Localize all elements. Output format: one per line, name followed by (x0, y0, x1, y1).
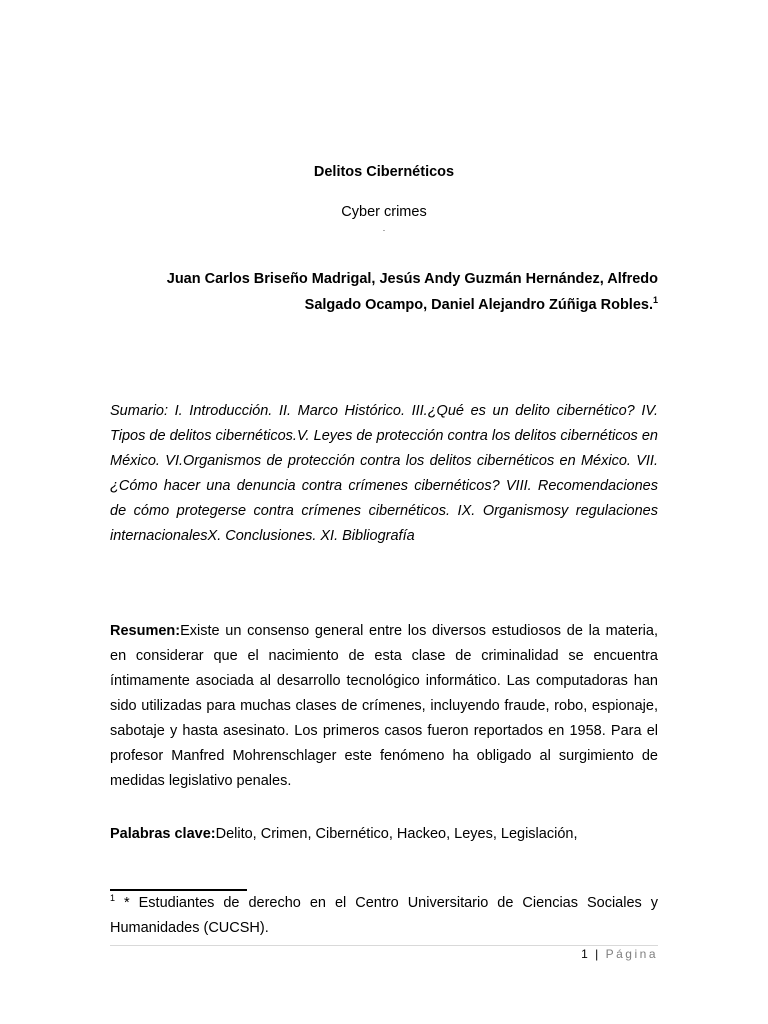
footer-divider (110, 945, 658, 946)
authors-line-1: Juan Carlos Briseño Madrigal, Jesús Andy Guzmán Hernández, Alfredo (166, 271, 658, 287)
page-footer (581, 947, 658, 961)
authors-line-2 (110, 292, 658, 318)
document-subtitle: Cyber crimes (341, 204, 427, 220)
summary-paragraph: Sumario: I. Introducción. II. Marco Histórico. III.¿Qué es un delito cibernético? IV. Tipos de delitos cibernéticos.V. Leyes de protección contra los delitos cibernéticos en México. VI.Organismos de protección contra los delitos cibernéticos en México. VII. ¿Cómo hacer una denuncia contra crímenes cibernéticos? VIII. Recomendaciones de cómo protegerse contra crímenes cibernéticos. IX. Organismosy regulaciones internacionalesX. Conclusiones. XI. Bibliografía (110, 403, 658, 544)
authors-block (110, 266, 658, 318)
abstract-text: Existe un consenso general entre los diversos estudiosos de la materia, en considerar que el nacimiento de esta clase de criminalidad se encuentra íntimamente asociada al desarrollo tecnológico informático. Las computadoras han sido utilizadas para muchas clases de crímenes, incluyendo fraude, robo, espionaje, sabotaje y hasta asesinato. Los primeros casos fueron reportados en 1958. Para el profesor Manfred Mohrenschlager este fenómeno ha obligado al surgimiento de medidas legislativo penales. (110, 623, 658, 789)
footnote-number: 1 (110, 893, 116, 904)
footnote-text: * Estudiantes de derecho en el Centro Universitario de Ciencias Sociales y Humanidades (CUCSH). (110, 895, 658, 936)
page-number: 1 (581, 947, 589, 961)
footnote (110, 891, 658, 941)
document-title: Delitos Cibernéticos (313, 164, 455, 180)
abstract-paragraph (110, 619, 658, 794)
abstract-label: Resumen: (110, 623, 181, 639)
page-word: Página (605, 947, 658, 961)
keywords-label: Palabras clave: (110, 826, 216, 842)
footer-separator: | (595, 947, 600, 961)
authors-line-2-text: Salgado Ocampo, Daniel Alejandro Zúñiga Robles. (304, 297, 653, 313)
keywords-text: Delito, Crimen, Cibernético, Hackeo, Leyes, Legislación, (215, 826, 578, 842)
authors-footnote-ref[interactable]: 1 (652, 295, 658, 306)
keywords-paragraph (110, 822, 658, 847)
subtitle-mark: . (382, 224, 386, 233)
